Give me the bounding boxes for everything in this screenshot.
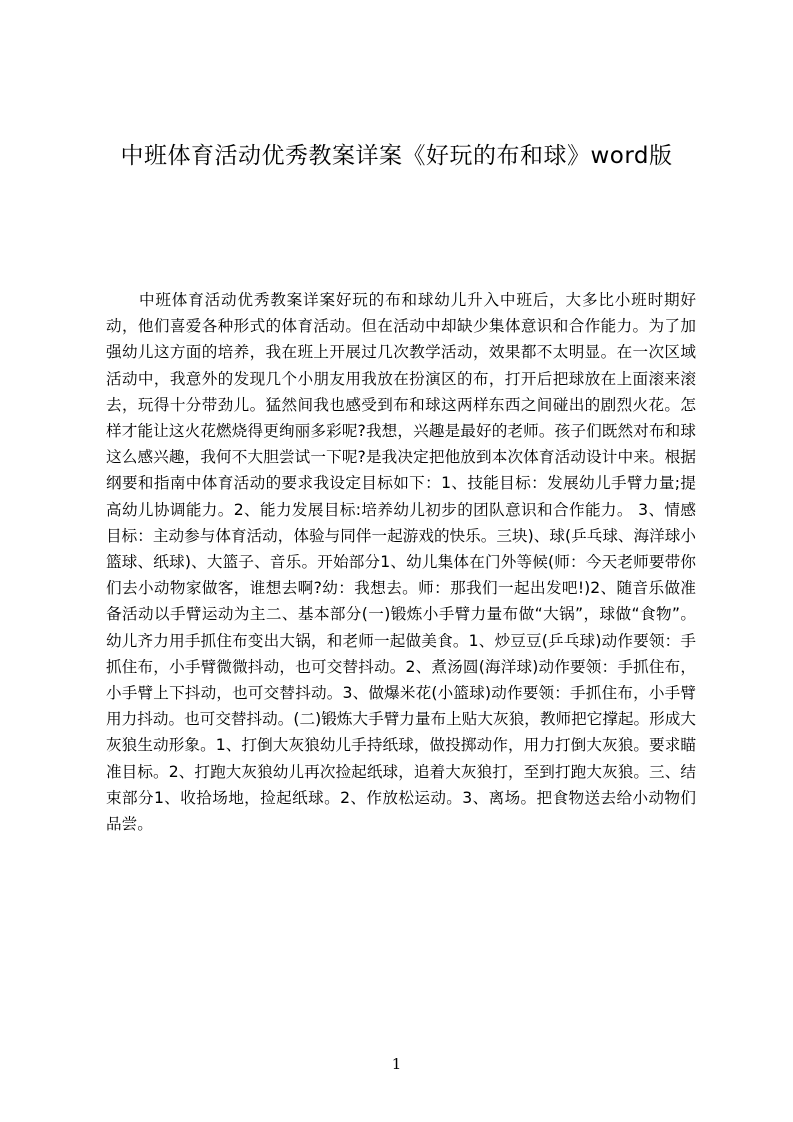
document-title: 中班体育活动优秀教案详案《好玩的布和球》word版 [120,143,673,169]
page-number: 1 [391,1055,402,1073]
document-body-paragraph: 中班体育活动优秀教案详案好玩的布和球幼儿升入中班后，大多比小班时期好动，他们喜爱各种形式的体育活动。但在活动中却缺少集体意识和合作能力。为了加强幼儿这方面的培养，我在班上开展过几次教学活动，效果都不太明显。在一次区域活动中，我意外的发现几个小朋友用我放在扮演区的布，打开后把球放在上面滚来滚去，玩得十分带劲儿。猛然间我也感受到布和球这两样东西之间碰出的剧烈火花。怎样才能让这火花燃烧得更绚丽多彩呢?我想，兴趣是最好的老师。孩子们既然对布和球这么感兴趣，我何不大胆尝试一下呢?是我决定把他放到本次体育活动设计中来。根据纲要和指南中体育活动的要求我设定目标如下：1、技能目标：发展幼儿手臂力量;提高幼儿协调能力。2、能力发展目标:培养幼儿初步的团队意识和合作能力。 3、情感目标：主动参与体育活动，体验与同伴一起游戏的快乐。三块)、球(乒乓球、海洋球小篮球、纸球)、大篮子、音乐。开始部分1、幼儿集体在门外等候(师：今天老师要带你们去小动物家做客，谁想去啊?幼：我想去。师：那我们一起出发吧!)2、随音乐做准备活动以手臂运动为主二、基本部分(一)锻炼小手臂力量布做“大锅”，球做“食物”。幼儿齐力用手抓住布变出大锅，和老师一起做美食。1、炒豆豆(乒乓球)动作要领：手抓住布，小手臂微微抖动，也可交替抖动。2、煮汤圆(海洋球)动作要领：手抓住布，小手臂上下抖动，也可交替抖动。3、做爆米花(小篮球)动作要领：手抓住布，小手臂用力抖动。也可交替抖动。(二)锻炼大手臂力量布上贴大灰狼，教师把它撑起。形成大灰狼生动形象。1、打倒大灰狼幼儿手持纸球，做投掷动作，用力打倒大灰狼。要求瞄准目标。2、打跑大灰狼幼儿再次捡起纸球，追着大灰狼打，至到打跑大灰狼。三、结束部分1、收拾场地，捡起纸球。2、作放松运动。3、离场。把食物送去给小动物们品尝。 [106,291,696,834]
